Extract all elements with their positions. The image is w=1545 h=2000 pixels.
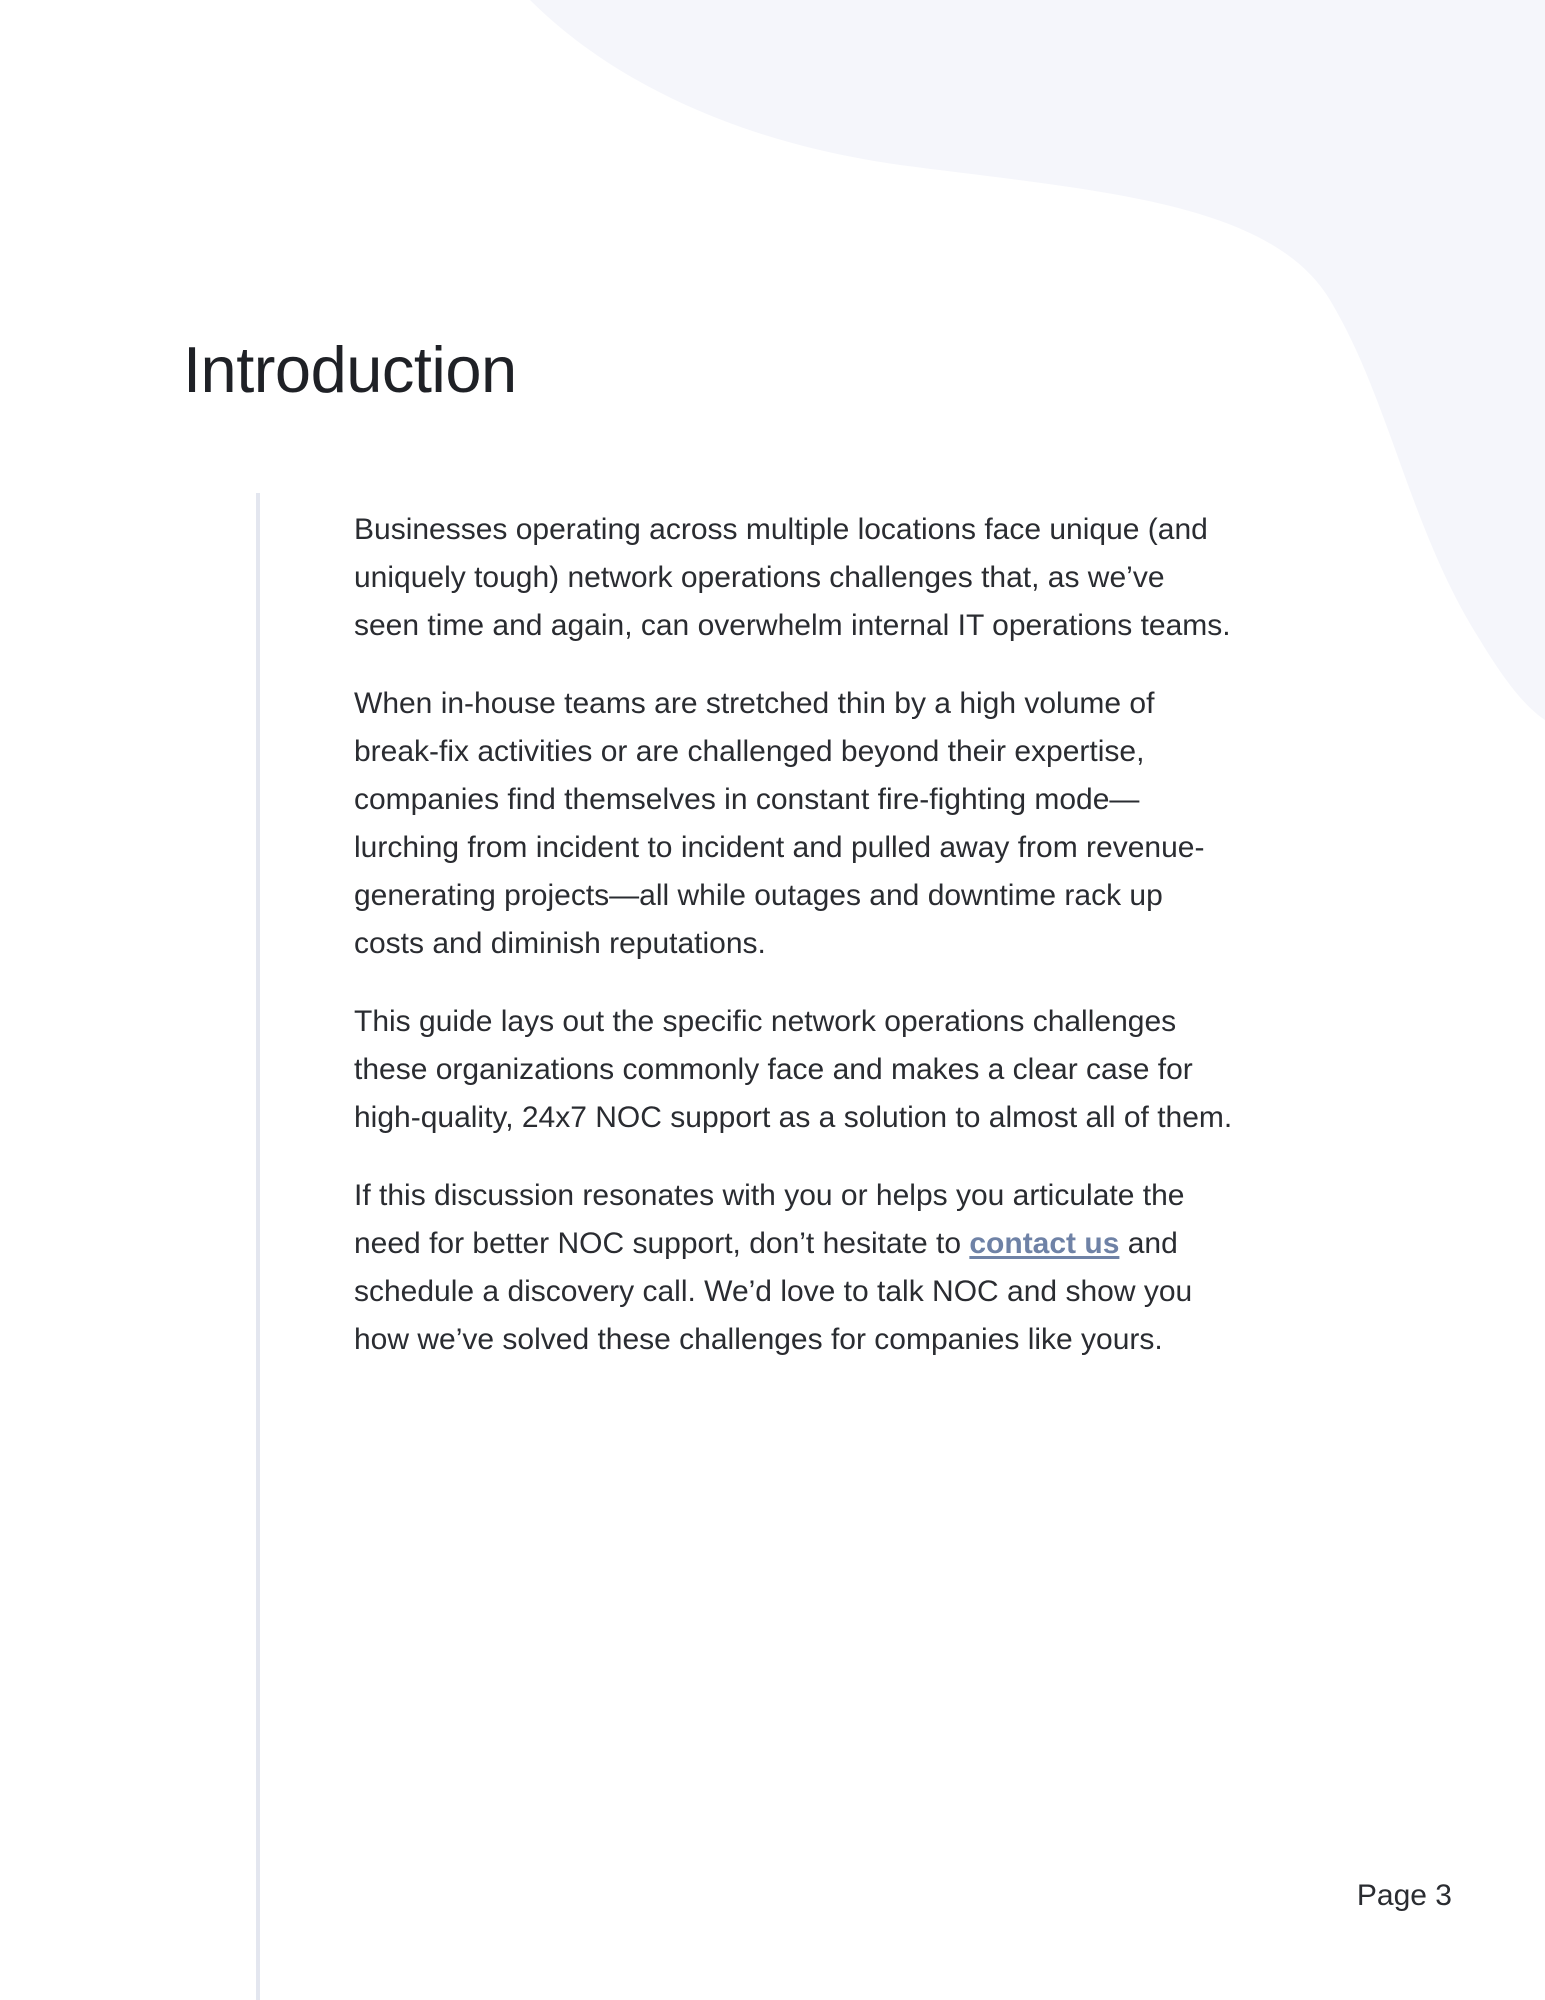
page-title: Introduction <box>183 333 517 406</box>
contact-us-link[interactable]: contact us <box>969 1227 1120 1260</box>
paragraph-3: This guide lays out the specific network operations challenges these organizations commonly face and makes a clear case for high-quality, 24x7 NOC support as a solution to almost all of them. <box>354 1005 1233 1134</box>
paragraph-2: When in-house teams are stretched thin by a high volume of break-fix activities or are challenged beyond their expertise, companies find themselves in constant fire-fighting mode—lurching from incident to incident and pulled away from revenue-generating projects—all while outages and downtime rack up costs and diminish reputations. <box>354 687 1205 960</box>
paragraph-1: Businesses operating across multiple locations face unique (and uniquely tough) network operations challenges that, as we’ve seen time and again, can overwhelm internal IT operations teams. <box>354 513 1231 642</box>
introduction-body <box>354 506 1234 1394</box>
paragraph-4 <box>354 1172 1234 1364</box>
vertical-divider <box>256 493 260 2000</box>
paragraph-4-trailing-text: and schedule a discovery call. We’d love to talk NOC and show you how we’ve solved these challenges for companies like yours. <box>354 1227 1193 1356</box>
paragraph-4-lead-text: If this discussion resonates with you or helps you articulate the need for better NOC support, don’t hesitate to <box>354 1179 1185 1260</box>
page-number: Page 3 <box>1356 1879 1452 1912</box>
